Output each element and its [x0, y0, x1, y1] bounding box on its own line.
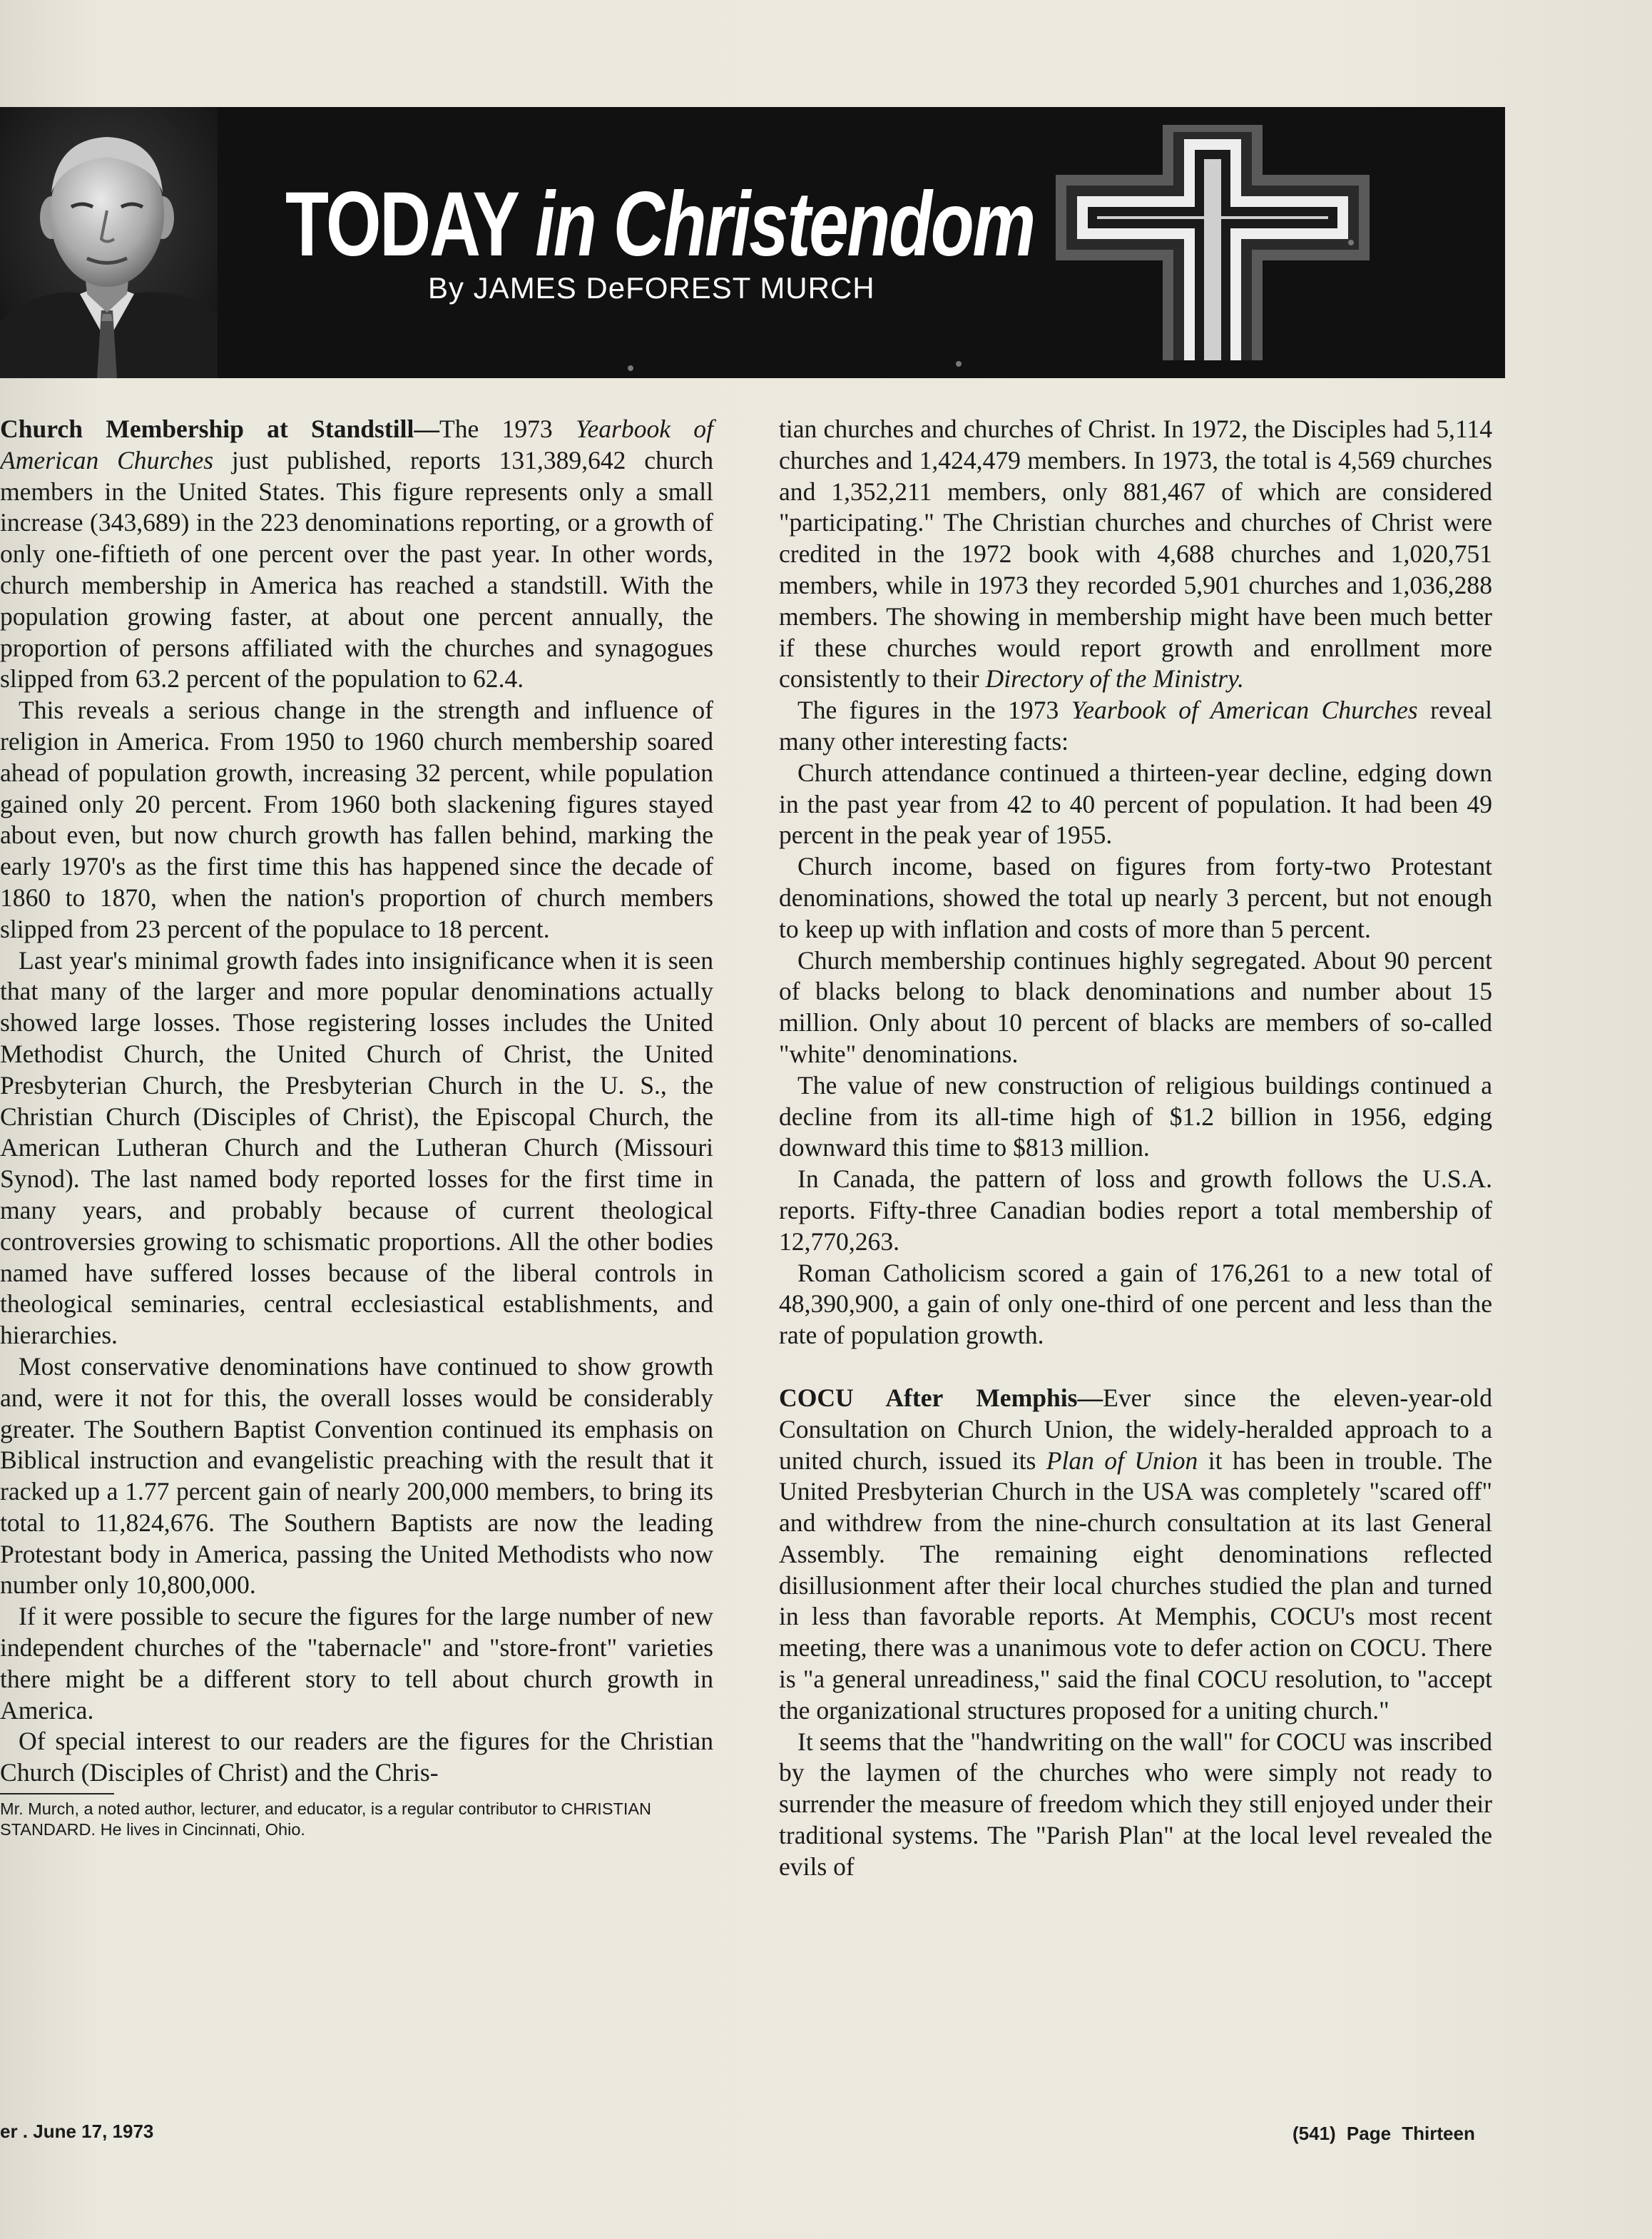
section-heading-membership: Church Membership at Standstill— — [0, 415, 439, 443]
footer-date: er . June 17, 1973 — [0, 2121, 154, 2142]
article-paragraph: Most conservative denominations have continued to show growth and, were it not for this, the overall losses would be considerably greater. The Southern Baptist Convention continued its emphasis on Biblical instruction and evangelistic preaching with the result that it racked up a 1.77 percent gain of nearly 200,000 members, to bring its total to 11,824,676. The Southern Baptists are now the leading Protestant body in America, passing the United Methodists who now number only 10,800,000. — [0, 1351, 713, 1600]
italic-plan-of-union: Plan of Union — [1046, 1446, 1198, 1475]
italic-yearbook-title: Yearbook of American Churches — [0, 415, 713, 474]
byline: By JAMES DeFOREST MURCH — [428, 271, 875, 305]
article-paragraph: The figures in the 1973 Yearbook of American Churches reveal many other interesting facts: — [779, 696, 1493, 756]
article-paragraph: Church income, based on figures from forty-two Protestant denominations, showed the total up nearly 3 percent, but not enough to keep up with inflation and costs of more than 5 percent. — [779, 852, 1492, 943]
section-heading-cocu: COCU After Memphis— — [779, 1383, 1103, 1412]
article-paragraph: Church Membership at Standstill—The 1973 Yearbook of American Churches just published, reports 131,389,642 church members in the United States. This figure represents only a small increase (343,689) in the 223 denominations reporting, or a growth of only one-fiftieth of one percent over the past year. In other words, church membership in America has reached a standstill. With the population growing faster, at about one percent annually, the proportion of persons affiliated with the churches and synagogues slipped from 63.2 percent of the population to 62.4. — [0, 415, 714, 694]
article-paragraph: COCU After Memphis—Ever since the eleven-year-old Consultation on Church Union, the widely-heralded approach to a united church, issued its Plan of Union it has been in trouble. The United Presbyterian Church in the USA was completely "scared off" and withdrew from the nine-church consultation at its last General Assembly. The remaining eight denominations reflected disillusionment after their local churches studied the plan and turned in less than favorable reports. At Memphis, COCU's most recent meeting, there was a unanimous vote to defer action on COCU. There is "a general unreadiness," said the final COCU resolution, to "accept the organizational structures proposed for a uniting church." — [779, 1383, 1492, 1725]
article-column-left — [0, 414, 713, 1840]
author-portrait — [0, 107, 218, 378]
column-title-wrap — [285, 175, 1070, 275]
italic-yearbook-title-2: Yearbook of American Churches — [1071, 696, 1418, 725]
column-header-banner — [0, 107, 1505, 378]
article-paragraph: Of special interest to our readers are the figures for the Christian Church (Disciples of Christ) and the Chris- — [0, 1727, 713, 1787]
paragraph-continuation: tian churches and churches of Christ. In 1972, the Disciples had 5,114 churches and 1,424,479 members. In 1973, the total is 4,569 churches and 1,352,211 members, only 881,467 of which are considered "participating." The Christian churches and churches of Christ were credited in the 1972 book with 4,688 churches and 1,020,751 members, while in 1973 they recorded 5,901 churches and 1,036,288 members. The showing in membership might have been much better if these churches would report growth and enrollment more consistently to their — [779, 415, 1492, 694]
article-column-right — [779, 414, 1492, 1883]
title-today: TODAY — [285, 173, 536, 275]
footer-page-number: (541) Page Thirteen — [1292, 2123, 1475, 2144]
cross-icon — [1056, 125, 1370, 360]
article-paragraph: The value of new construction of religious buildings continued a decline from its all-time high of $1.2 billion in 1956, edging downward this time to $813 million. — [779, 1070, 1492, 1162]
column-title — [285, 173, 1034, 275]
print-speck — [956, 361, 962, 367]
author-footnote: Mr. Murch, a noted author, lecturer, and educator, is a regular contributor to CHRISTIAN STANDARD. He lives in Cincinnati, Ohio. — [0, 1799, 652, 1839]
article-paragraph — [779, 414, 1492, 695]
footnote-rule — [0, 1793, 114, 1794]
article-paragraph: In Canada, the pattern of loss and growth follows the U.S.A. reports. Fifty-three Canadian bodies report a total membership of 12,770,263. — [779, 1164, 1492, 1256]
article-paragraph: It seems that the "handwriting on the wall" for COCU was inscribed by the laymen of the churches who were simply not ready to surrender the measure of freedom which they still enjoyed under their traditional systems. The "Parish Plan" at the local level revealed the evils of — [779, 1727, 1492, 1881]
title-in-christendom: in Christendom — [535, 173, 1034, 275]
article-paragraph: If it were possible to secure the figures for the large number of new independent churches of the "tabernacle" and "store-front" varieties there might be a different story to tell about church growth in America. — [0, 1602, 713, 1725]
article-paragraph: Church membership continues highly segregated. About 90 percent of blacks belong to black denominations and number about 15 million. Only about 10 percent of blacks are members of so-called "white" denominations. — [779, 945, 1492, 1068]
print-speck — [1348, 240, 1354, 245]
article-paragraph: This reveals a serious change in the strength and influence of religion in America. From 1950 to 1960 church membership soared ahead of population growth, increasing 32 percent, while population gained only 20 percent. From 1960 both slackening figures stayed about even, but now church growth has fallen behind, marking the early 1970's as the first time this has happened since the decade of 1860 to 1870, when the nation's proportion of church members slipped from 23 percent of the populace to 18 percent. — [0, 696, 713, 943]
section-gap — [779, 1351, 1492, 1383]
article-paragraph: Last year's minimal growth fades into insignificance when it is seen that many of the larger and more popular denominations actually showed large losses. Those registering losses includes the United Methodist Church, the United Church of Christ, the United Presbyterian Church, the Presbyterian Church in the U. S., the Christian Church (Disciples of Christ), the Episcopal Church, the American Lutheran Church and the Lutheran Church (Missouri Synod). The last named body reported losses for the first time in many years, and probably because of current theological controversies growing to schismatic proportions. All the other bodies named have suffered losses because of the liberal controls in theological seminaries, central ecclesiastical establishments, and hierarchies. — [0, 945, 713, 1350]
italic-directory-title: Directory of the Ministry. — [985, 664, 1244, 694]
print-speck — [628, 365, 633, 371]
article-paragraph: Church attendance continued a thirteen-year decline, edging down in the past year from 42 to 40 percent of population. It had been 49 percent in the peak year of 1955. — [779, 758, 1492, 850]
article-paragraph: Roman Catholicism scored a gain of 176,261 to a new total of 48,390,900, a gain of only one-third of one percent and less than the rate of population growth. — [779, 1258, 1492, 1350]
